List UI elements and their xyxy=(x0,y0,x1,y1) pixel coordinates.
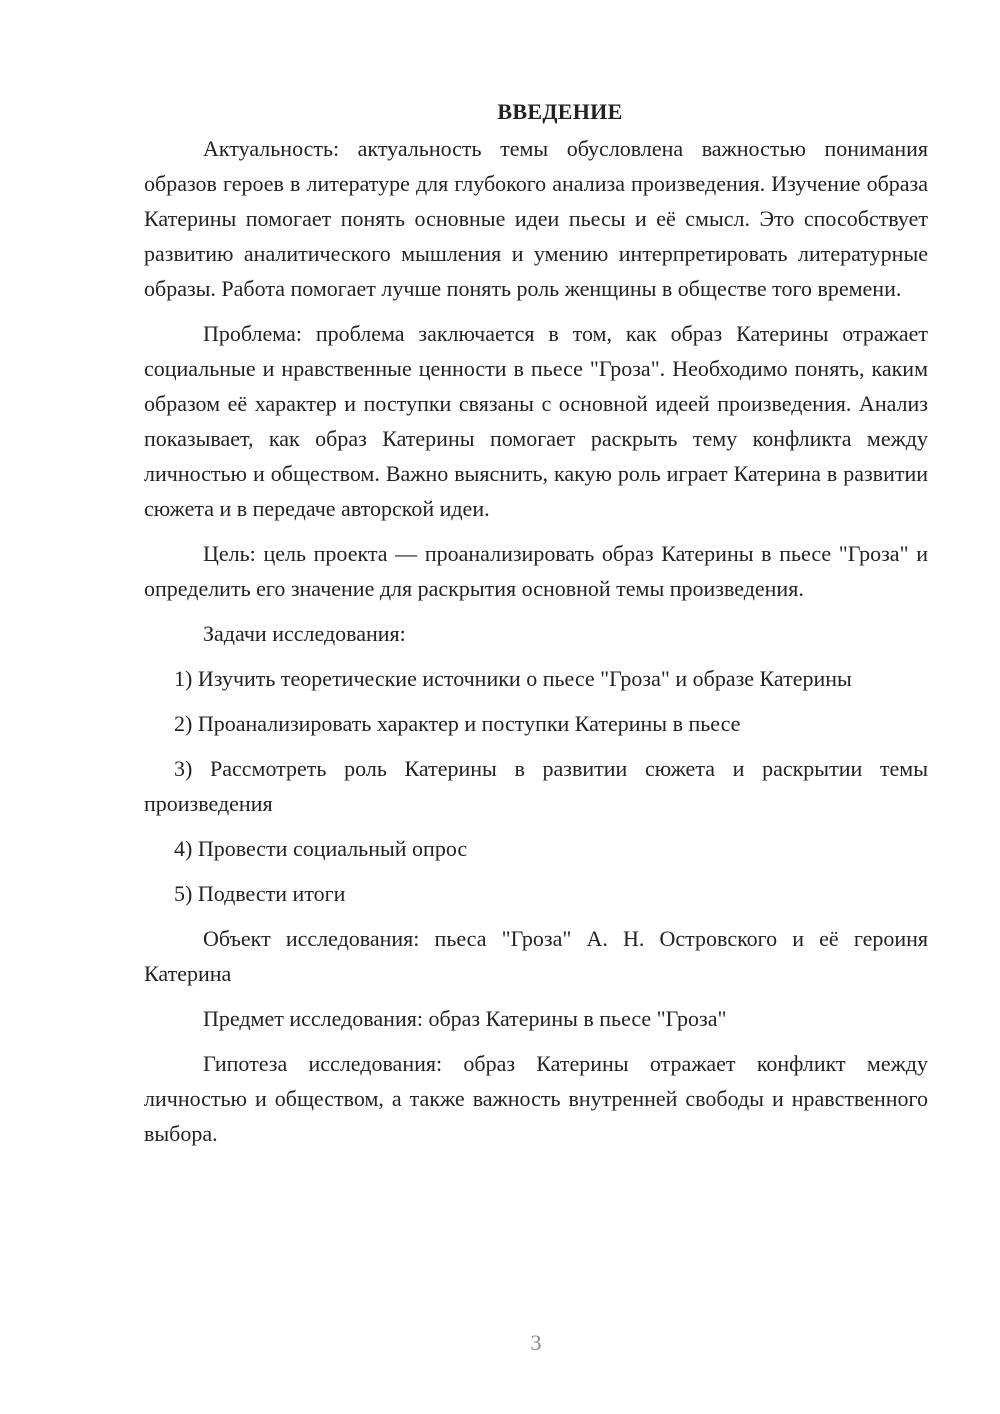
task-item-1: 1) Изучить теоретические источники о пьесе "Гроза" и образе Катерины xyxy=(174,666,852,691)
paragraph-subject: Предмет исследования: образ Катерины в пьесе "Гроза" xyxy=(203,1006,727,1031)
task-item-3: 3) Рассмотреть роль Катерины в развитии сюжета и раскрытии темы произведения xyxy=(144,756,928,816)
paragraph-goal: Цель: цель проекта — проанализировать образ Катерины в пьесе "Гроза" и определить его значение для раскрытия основной темы произведения. xyxy=(144,541,928,601)
task-item-4: 4) Провести социальный опрос xyxy=(174,836,468,861)
paragraph-object: Объект исследования: пьеса "Гроза" А. Н. Островского и её героиня Катерина xyxy=(144,926,928,986)
section-title: ВВЕДЕНИЕ xyxy=(497,99,623,124)
paragraph-hypothesis: Гипотеза исследования: образ Катерины отражает конфликт между личностью и обществом, а также важность внутренней свободы и нравственного выбора. xyxy=(144,1051,928,1146)
paragraph-relevance: Актуальность: актуальность темы обусловлена важностью понимания образов героев в литературе для глубокого анализа произведения. Изучение образа Катерины помогает понять основные идеи пьесы и её смысл. Это способствует развитию аналитического мышления и умению интерпретировать литературные образы. Работа помогает лучше понять роль женщины в обществе того времени. xyxy=(144,136,928,301)
tasks-heading: Задачи исследования: xyxy=(203,621,406,646)
task-item-5: 5) Подвести итоги xyxy=(174,881,346,906)
page-number: 3 xyxy=(530,1330,542,1355)
task-item-2: 2) Проанализировать характер и поступки Катерины в пьесе xyxy=(174,711,741,736)
page-content xyxy=(144,94,928,1161)
paragraph-problem: Проблема: проблема заключается в том, как образ Катерины отражает социальные и нравственные ценности в пьесе "Гроза". Необходимо понять, каким образом её характер и поступки связаны с основной идеей произведения. Анализ показывает, как образ Катерины помогает раскрыть тему конфликта между личностью и обществом. Важно выяснить, какую роль играет Катерина в развитии сюжета и в передаче авторской идеи. xyxy=(144,321,928,521)
